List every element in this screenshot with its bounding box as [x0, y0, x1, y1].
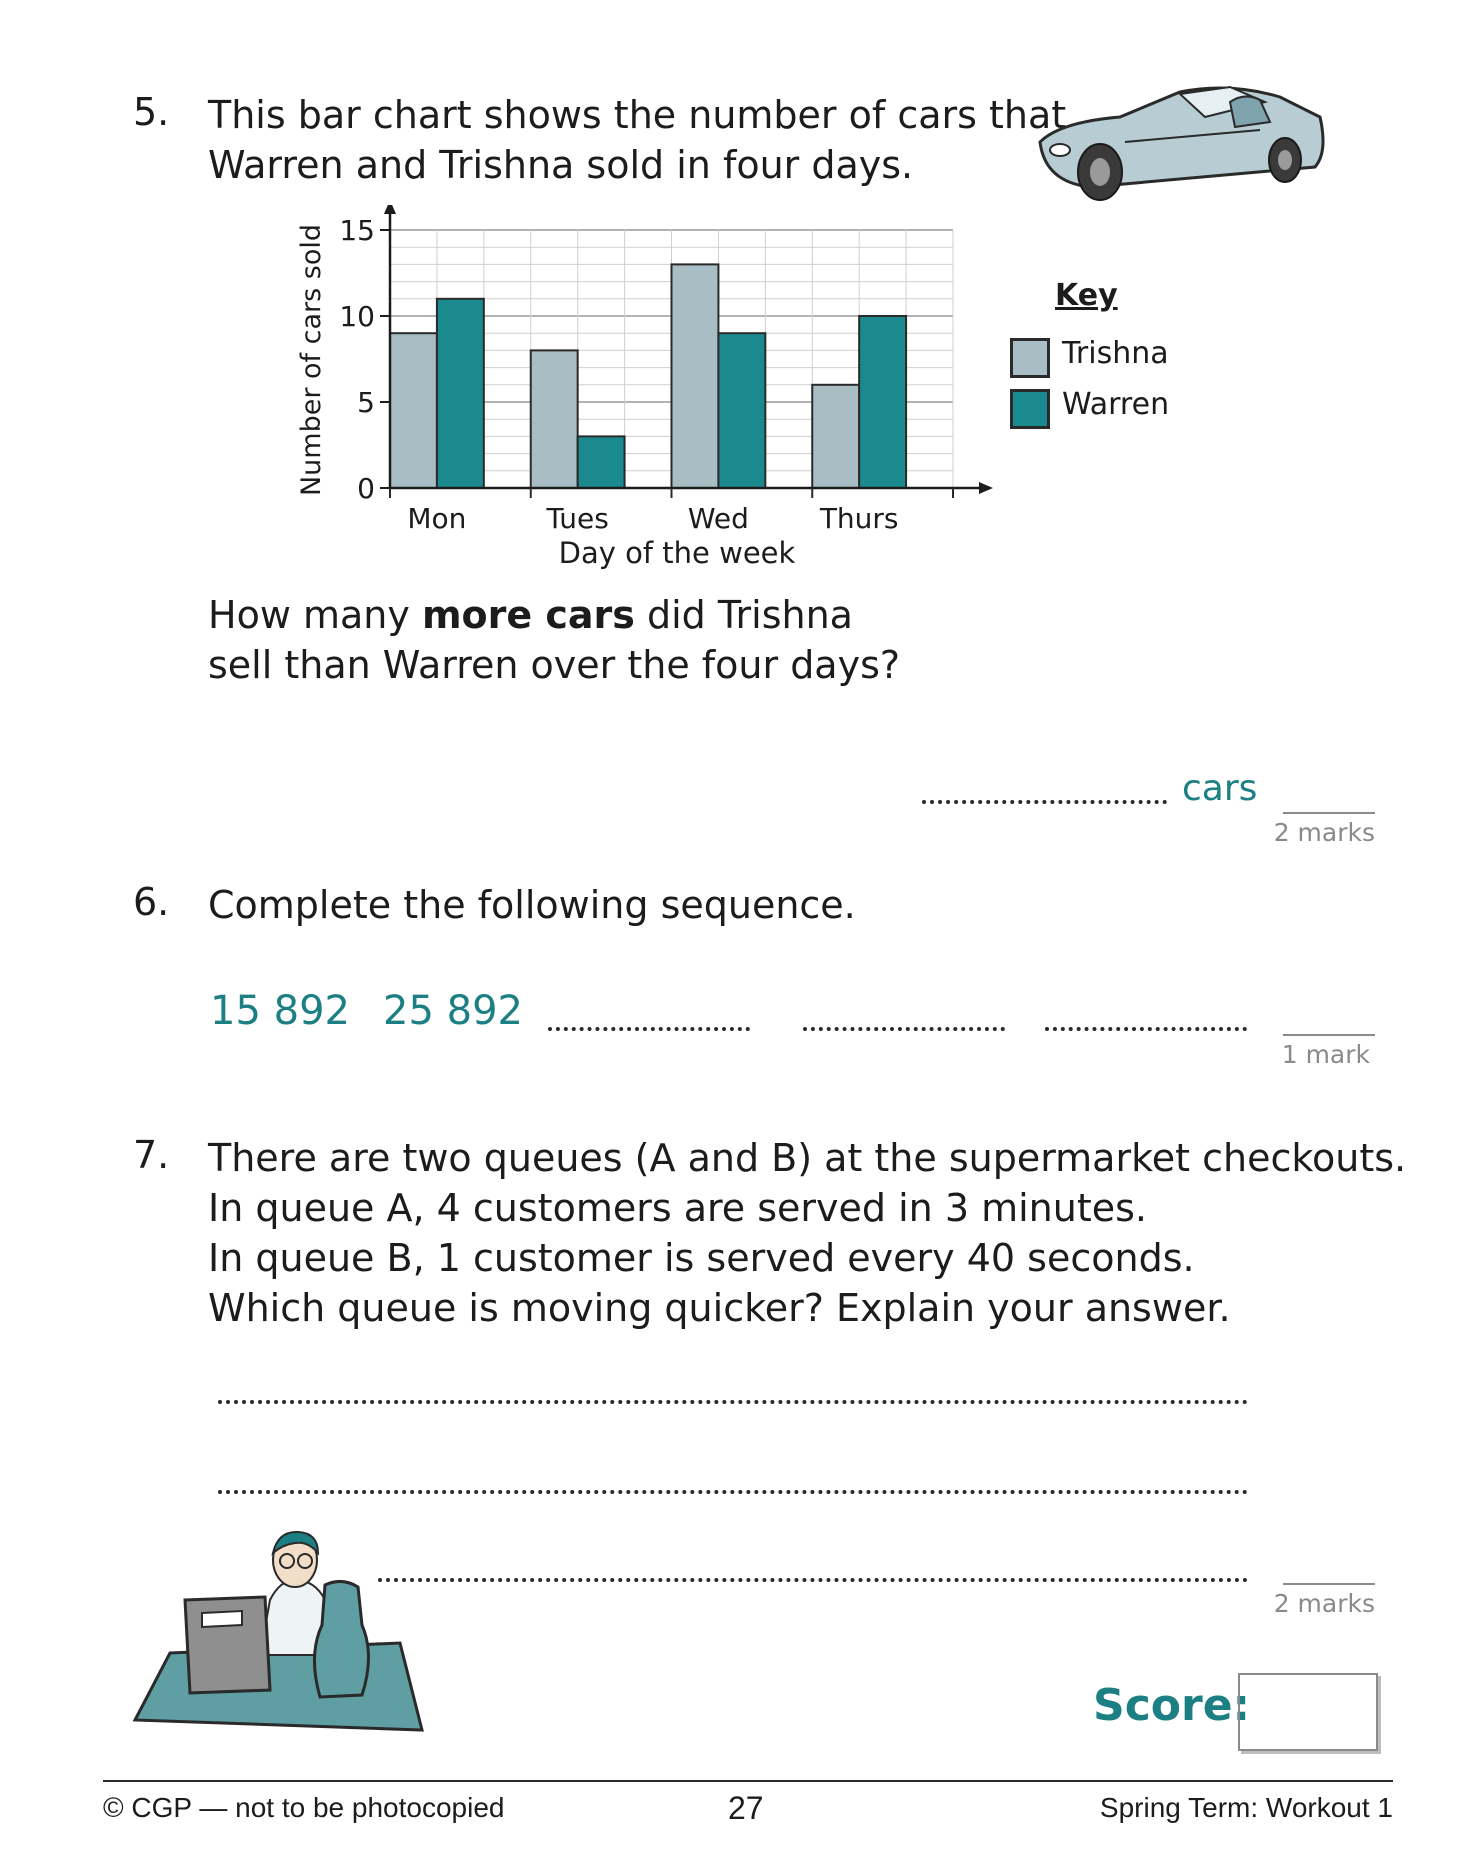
page-number: 27	[728, 1790, 764, 1826]
bar-warren-tues	[578, 436, 625, 488]
q6-text: Complete the following sequence.	[208, 883, 856, 927]
x-tick-label-tues: Tues	[546, 502, 609, 535]
x-tick-label-mon: Mon	[407, 502, 467, 535]
y-tick-label-10: 10	[339, 300, 375, 333]
q5-question-line2: sell than Warren over the four days?	[208, 643, 901, 687]
q7-line1: There are two queues (A and B) at the supermarket checkouts.	[208, 1136, 1407, 1180]
cashier-illustration	[130, 1525, 430, 1740]
bar-trishna-tues	[531, 350, 578, 488]
q7-line4: Which queue is moving quicker? Explain your answer.	[208, 1286, 1231, 1330]
q5-question-pre: How many	[208, 593, 422, 637]
sequence-answer-5[interactable]	[1045, 1027, 1247, 1031]
q7-marks: 2 marks	[1273, 1589, 1375, 1618]
score-label: Score:	[1093, 1680, 1251, 1731]
legend-label-warren: Warren	[1062, 387, 1170, 422]
q6-number: 6.	[133, 880, 170, 924]
bar-warren-wed	[718, 333, 765, 488]
q7-line3: In queue B, 1 customer is served every 40 seconds.	[208, 1236, 1195, 1280]
x-axis-arrow	[979, 482, 993, 494]
sequence-term-2: 25 892	[383, 988, 523, 1034]
bar-warren-thurs	[859, 316, 906, 488]
chart-y-ticks	[339, 214, 390, 505]
x-tick-label-wed: Wed	[687, 502, 749, 535]
y-axis-label: Number of cars sold	[296, 223, 327, 497]
q7-answer-line-1[interactable]	[218, 1400, 1248, 1404]
legend-label-trishna: Trishna	[1062, 336, 1169, 371]
footer-rule	[103, 1780, 1393, 1782]
legend-title: Key	[1055, 278, 1118, 313]
y-axis-arrow	[384, 205, 396, 214]
bar-trishna-mon	[390, 333, 437, 488]
q5-question-post: did Trishna	[634, 593, 853, 637]
q5-number: 5.	[133, 90, 170, 134]
bar-warren-mon	[437, 299, 484, 488]
y-tick-label-15: 15	[339, 214, 375, 247]
q7-answer-line-2[interactable]	[218, 1490, 1248, 1494]
q6-marks: 1 mark	[1281, 1040, 1370, 1069]
bar-chart	[290, 205, 1010, 585]
x-tick-label-thurs: Thurs	[819, 502, 899, 535]
q5-marks-line	[1283, 812, 1375, 814]
q7-marks-line	[1283, 1583, 1375, 1585]
bar-trishna-thurs	[812, 385, 859, 488]
q5-question-bold: more cars	[421, 593, 635, 637]
sequence-term-1: 15 892	[210, 988, 350, 1034]
q7-answer-line-3[interactable]	[378, 1578, 1248, 1582]
sequence-answer-4[interactable]	[803, 1027, 1005, 1031]
q7-number: 7.	[133, 1133, 170, 1177]
sequence-answer-3[interactable]	[548, 1027, 750, 1031]
y-tick-label-0: 0	[357, 472, 375, 505]
q5-marks: 2 marks	[1273, 818, 1375, 847]
q5-line1: This bar chart shows the number of cars that	[208, 93, 1067, 137]
q5-answer-unit: cars	[1182, 768, 1258, 809]
legend-swatch-warren	[1010, 389, 1050, 429]
bar-trishna-wed	[672, 264, 719, 488]
q5-answer-line[interactable]	[922, 800, 1167, 804]
score-box[interactable]	[1238, 1673, 1378, 1751]
q5-line2: Warren and Trishna sold in four days.	[208, 143, 914, 187]
legend-swatch-trishna	[1010, 338, 1050, 378]
chart-x-ticks	[390, 488, 953, 535]
footer-workout: Spring Term: Workout 1	[1099, 1792, 1393, 1823]
q7-line2: In queue A, 4 customers are served in 3 minutes.	[208, 1186, 1147, 1230]
q5-question-line1	[208, 590, 853, 640]
q6-marks-line	[1283, 1034, 1375, 1036]
chart-bars	[390, 264, 906, 488]
x-axis-label: Day of the week	[558, 536, 796, 570]
car-illustration	[1030, 72, 1330, 212]
footer-copyright: © CGP — not to be photocopied	[103, 1792, 505, 1823]
y-tick-label-5: 5	[357, 386, 375, 419]
